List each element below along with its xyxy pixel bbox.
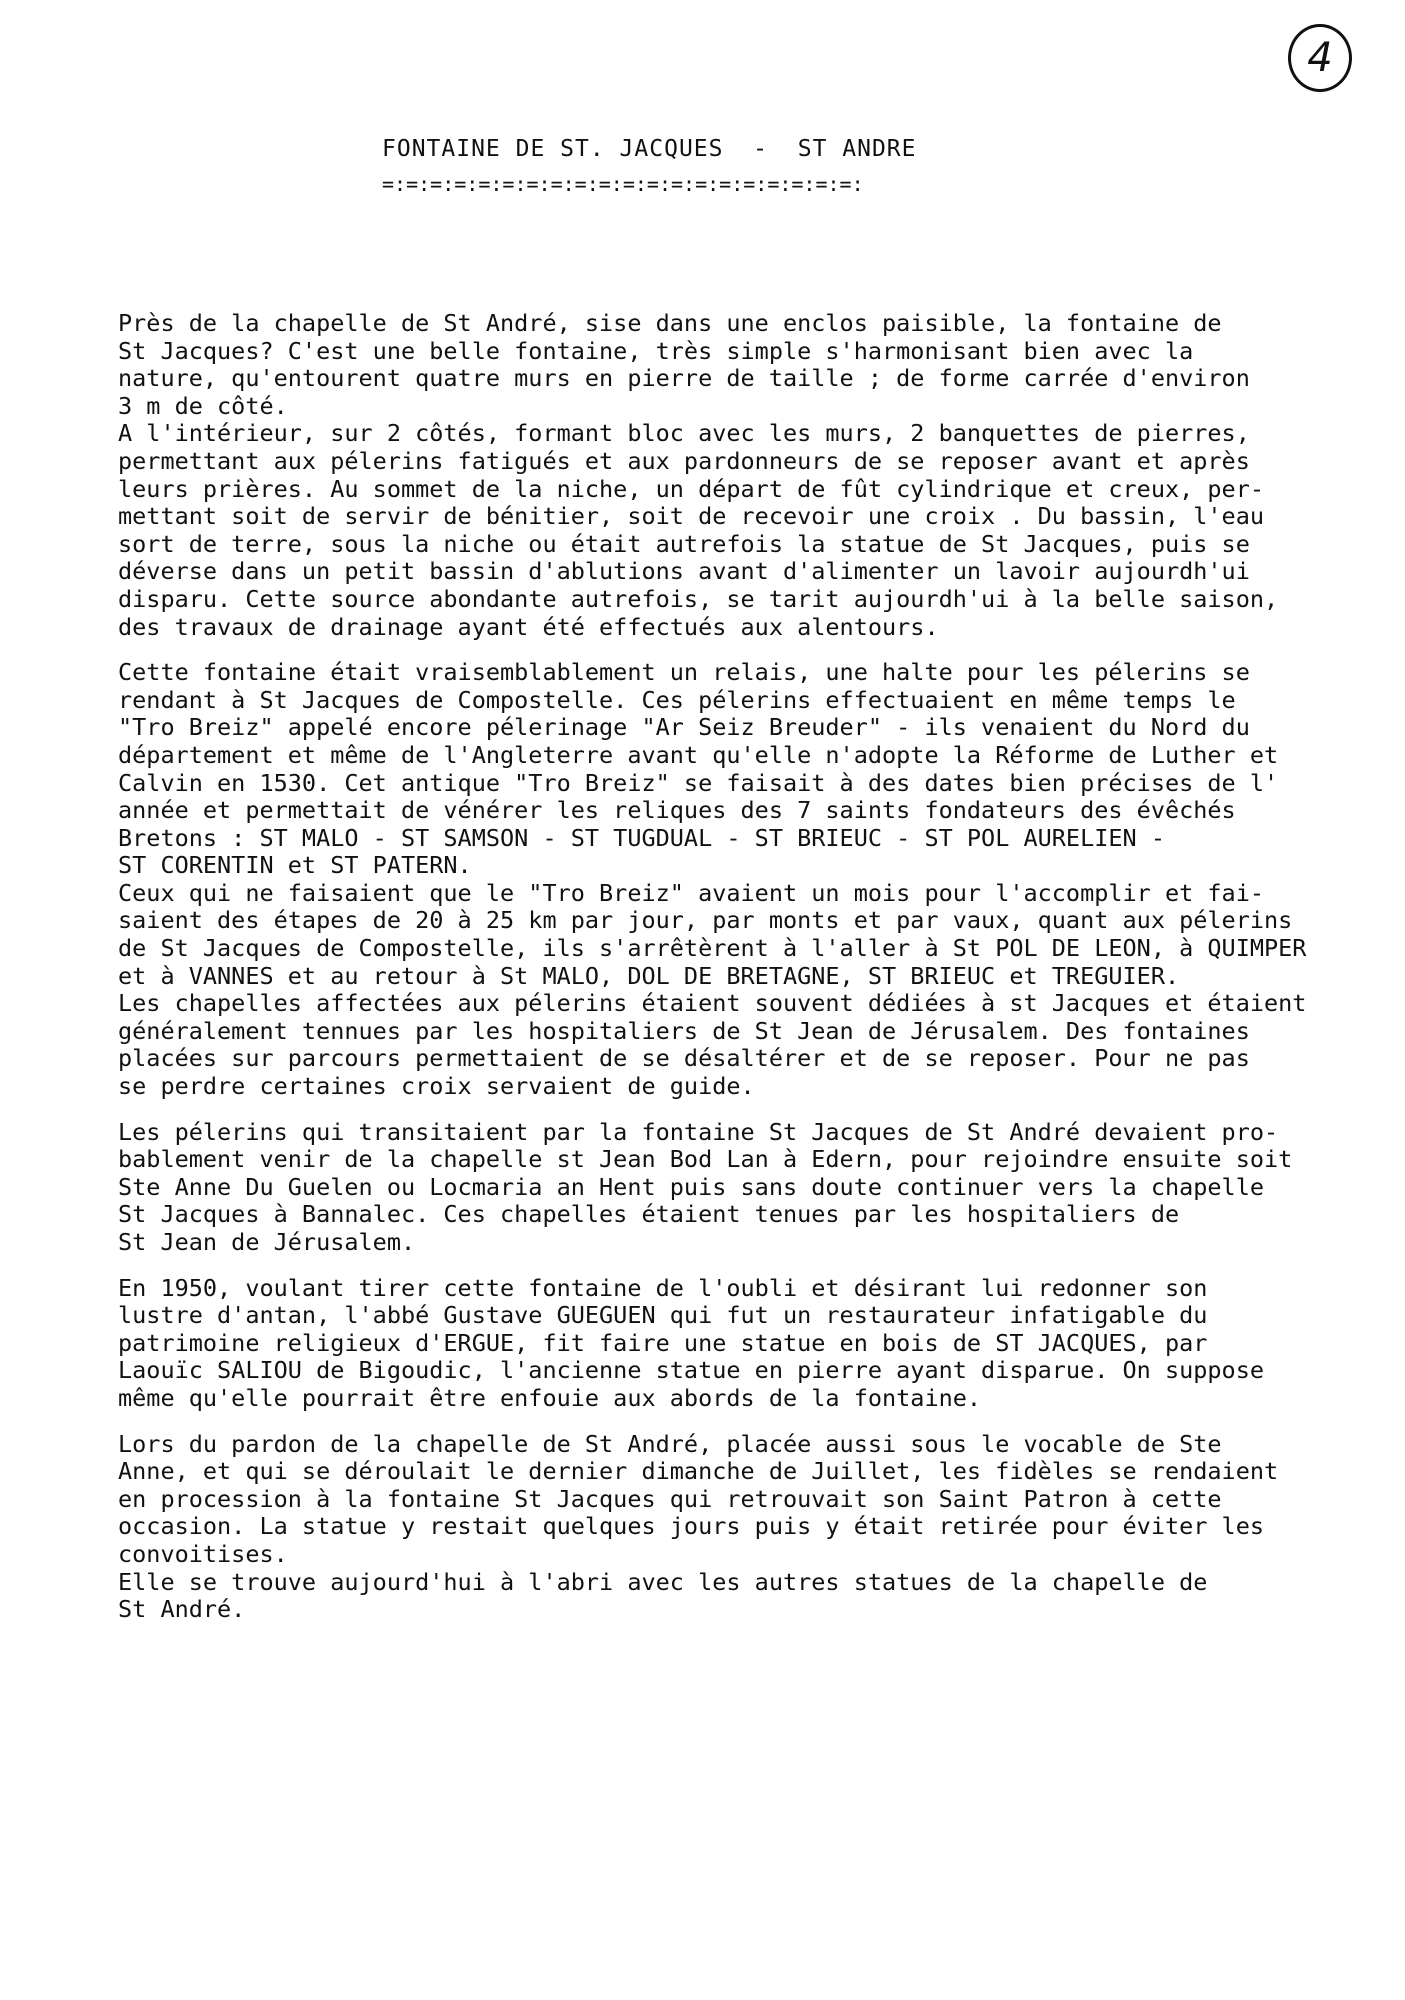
text-line: Anne, et qui se déroulait le dernier dimanche de Juillet, les fidèles se rendaient	[118, 1457, 1279, 1486]
text-line: lustre d'antan, l'abbé Gustave GUEGUEN qui fut un restaurateur infatigable du	[118, 1301, 1208, 1330]
paragraph	[118, 1119, 1388, 1257]
text-line: bablement venir de la chapelle st Jean Bod Lan à Edern, pour rejoindre ensuite soit	[118, 1145, 1293, 1174]
text-line: A l'intérieur, sur 2 côtés, formant bloc avec les murs, 2 banquettes de pierres,	[118, 419, 1250, 448]
text-line: département et même de l'Angleterre avant qu'elle n'adopte la Réforme de Luther et	[118, 740, 1279, 769]
text-line: saient des étapes de 20 à 25 km par jour, par monts et par vaux, quant aux pélerins	[118, 906, 1293, 935]
text-line: permettant aux pélerins fatigués et aux pardonneurs de se reposer avant et après	[118, 446, 1250, 475]
text-line: Ceux qui ne faisaient que le "Tro Breiz" avaient un mois pour l'accomplir et fai-	[118, 878, 1265, 907]
text-line: se perdre certaines croix servaient de guide.	[118, 1072, 755, 1101]
text-line: disparu. Cette source abondante autrefois, se tarit aujourdh'ui à la belle saison,	[118, 584, 1279, 613]
page-number: 4	[1288, 24, 1352, 92]
text-line: Cette fontaine était vraisemblablement un relais, une halte pour les pélerins se	[118, 658, 1250, 687]
text-line: Lors du pardon de la chapelle de St André, placée aussi sous le vocable de Ste	[118, 1429, 1222, 1458]
paragraph	[118, 1431, 1388, 1624]
text-line: Bretons : ST MALO - ST SAMSON - ST TUGDUAL - ST BRIEUC - ST POL AURELIEN -	[118, 823, 1165, 852]
text-line: occasion. La statue y restait quelques jours puis y était retirée pour éviter les	[118, 1512, 1265, 1541]
text-line: nature, qu'entourent quatre murs en pierre de taille ; de forme carrée d'environ	[118, 364, 1250, 393]
text-line: mettant soit de servir de bénitier, soit de recevoir une croix . Du bassin, l'eau	[118, 502, 1265, 531]
text-line: de St Jacques de Compostelle, ils s'arrêtèrent à l'aller à St POL DE LEON, à QUIMPER	[118, 934, 1307, 963]
text-line: St Jacques à Bannalec. Ces chapelles étaient tenues par les hospitaliers de	[118, 1200, 1180, 1229]
document-title: FONTAINE DE ST. JACQUES - ST ANDRE	[382, 136, 917, 162]
text-line: placées sur parcours permettaient de se désaltérer et de se reposer. Pour ne pas	[118, 1044, 1250, 1073]
text-line: en procession à la fontaine St Jacques qui retrouvait son Saint Patron à cette	[118, 1484, 1222, 1513]
text-line: et à VANNES et au retour à St MALO, DOL DE BRETAGNE, ST BRIEUC et TREGUIER.	[118, 961, 1180, 990]
text-line: St Jacques? C'est une belle fontaine, très simple s'harmonisant bien avec la	[118, 336, 1194, 365]
text-line: même qu'elle pourrait être enfouie aux abords de la fontaine.	[118, 1383, 982, 1412]
text-line: Laouïc SALIOU de Bigoudic, l'ancienne statue en pierre ayant disparue. On suppose	[118, 1356, 1265, 1385]
paragraph	[118, 310, 1388, 641]
text-line: Calvin en 1530. Cet antique "Tro Breiz" se faisait à des dates bien précises de l'	[118, 768, 1279, 797]
paragraph	[118, 1275, 1388, 1413]
text-line: généralement tennues par les hospitaliers de St Jean de Jérusalem. Des fontaines	[118, 1016, 1250, 1045]
text-line: 3 m de côté.	[118, 391, 288, 420]
text-line: Elle se trouve aujourd'hui à l'abri avec les autres statues de la chapelle de	[118, 1567, 1208, 1596]
text-line: "Tro Breiz" appelé encore pélerinage "Ar Seiz Breuder" - ils venaient du Nord du	[118, 713, 1250, 742]
text-line: St Jean de Jérusalem.	[118, 1228, 416, 1256]
text-line: Près de la chapelle de St André, sise dans une enclos paisible, la fontaine de	[118, 309, 1222, 337]
text-line: En 1950, voulant tirer cette fontaine de l'oubli et désirant lui redonner son	[118, 1273, 1208, 1302]
text-line: leurs prières. Au sommet de la niche, un départ de fût cylindrique et creux, per-	[118, 474, 1265, 503]
text-line: déverse dans un petit bassin d'ablutions avant d'alimenter un lavoir aujourdh'ui	[118, 557, 1250, 586]
text-line: Ste Anne Du Guelen ou Locmaria an Hent puis sans doute continuer vers la chapelle	[118, 1172, 1265, 1201]
text-line: des travaux de drainage ayant été effectués aux alentours.	[118, 612, 939, 641]
document-body	[118, 310, 1388, 1642]
text-line: Les chapelles affectées aux pélerins étaient souvent dédiées à st Jacques et étaient	[118, 989, 1307, 1018]
text-line: ST CORENTIN et ST PATERN.	[118, 851, 472, 880]
text-line: sort de terre, sous la niche ou était autrefois la statue de St Jacques, puis se	[118, 529, 1250, 558]
text-line: St André.	[118, 1595, 246, 1624]
paragraph	[118, 659, 1388, 1101]
text-line: rendant à St Jacques de Compostelle. Ces pélerins effectuaient en même temps le	[118, 685, 1236, 714]
text-line: Les pélerins qui transitaient par la fontaine St Jacques de St André devaient pro-	[118, 1117, 1279, 1146]
text-line: convoitises.	[118, 1539, 288, 1568]
text-line: patrimoine religieux d'ERGUE, fit faire une statue en bois de ST JACQUES, par	[118, 1328, 1208, 1357]
text-line: année et permettait de vénérer les reliques des 7 saints fondateurs des évêchés	[118, 796, 1236, 825]
title-underline: =:=:=:=:=:=:=:=:=:=:=:=:=:=:=:=:=:=:=:=:	[382, 172, 864, 196]
